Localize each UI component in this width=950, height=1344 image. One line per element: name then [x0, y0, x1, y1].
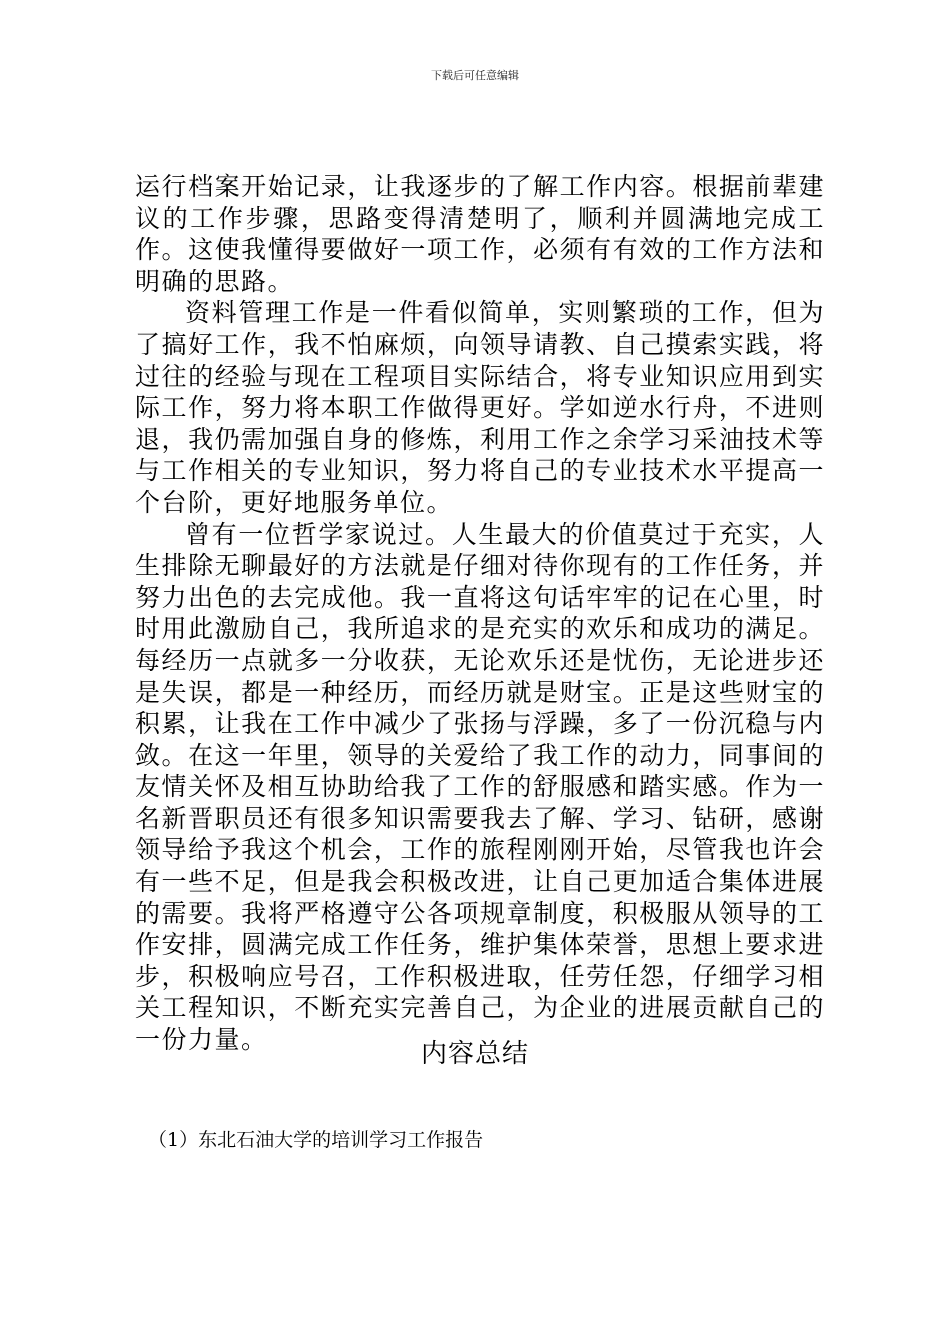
summary-title: 内容总结 — [420, 1039, 529, 1069]
paragraph: 曾有一位哲学家说过。人生最大的价值莫过于充实，人生排除无聊最好的方法就是仔细对待你现有的工作任务，并努力出色的去完成他。我一直将这句话牢牢的记在心里，时时用此激励自己，我所追求的是充实的欢乐和成功的满足。每经历一点就多一分收获，无论欢乐还是忧伤，无论进步还是失误，都是一种经历，而经历就是财宝。正是这些财宝的积累，让我在工作中减少了张扬与浮躁，多了一份沉稳与内敛。在这一年里，领导的关爱给了我工作的动力，同事间的友情关怀及相互协助给我了工作的舒服感和踏实感。作为一名新晋职员还有很多知识需要我去了解、学习、钻研，感谢领导给予我这个机会，工作的旅程刚刚开始，尽管我也许会有一些不足，但是我会积极改进，让自己更加适合集体进展的需要。我将严格遵守公各项规章制度，积极服从领导的工作安排，圆满完成工作任务，维护集体荣誉，思想上要求进步，积极响应号召，工作积极进取，任劳任怨，仔细学习相关工程知识，不断充实完善自己，为企业的进展贡献自己的一份力量。 — [135, 519, 825, 1055]
document-body — [135, 171, 825, 1056]
paragraph: 资料管理工作是一件看似简单，实则繁琐的工作，但为了搞好工作，我不怕麻烦，向领导请教、自己摸索实践，将过往的经验与现在工程项目实际结合，将专业知识应用到实际工作，努力将本职工作做得更好。学如逆水行舟，不进则退，我仍需加强自身的修炼，利用工作之余学习采油技术等与工作相关的专业知识，努力将自己的专业技术水平提高一个台阶，更好地服务单位。 — [135, 298, 825, 517]
summary-item: （1）东北石油大学的培训学习工作报告 — [148, 1129, 484, 1151]
page-header: 下载后可任意编辑 — [431, 69, 519, 82]
paragraph: 运行档案开始记录，让我逐步的了解工作内容。根据前辈建议的工作步骤，思路变得清楚明了，顺利并圆满地完成工作。这使我懂得要做好一项工作，必须有有效的工作方法和明确的思路。 — [135, 172, 825, 296]
